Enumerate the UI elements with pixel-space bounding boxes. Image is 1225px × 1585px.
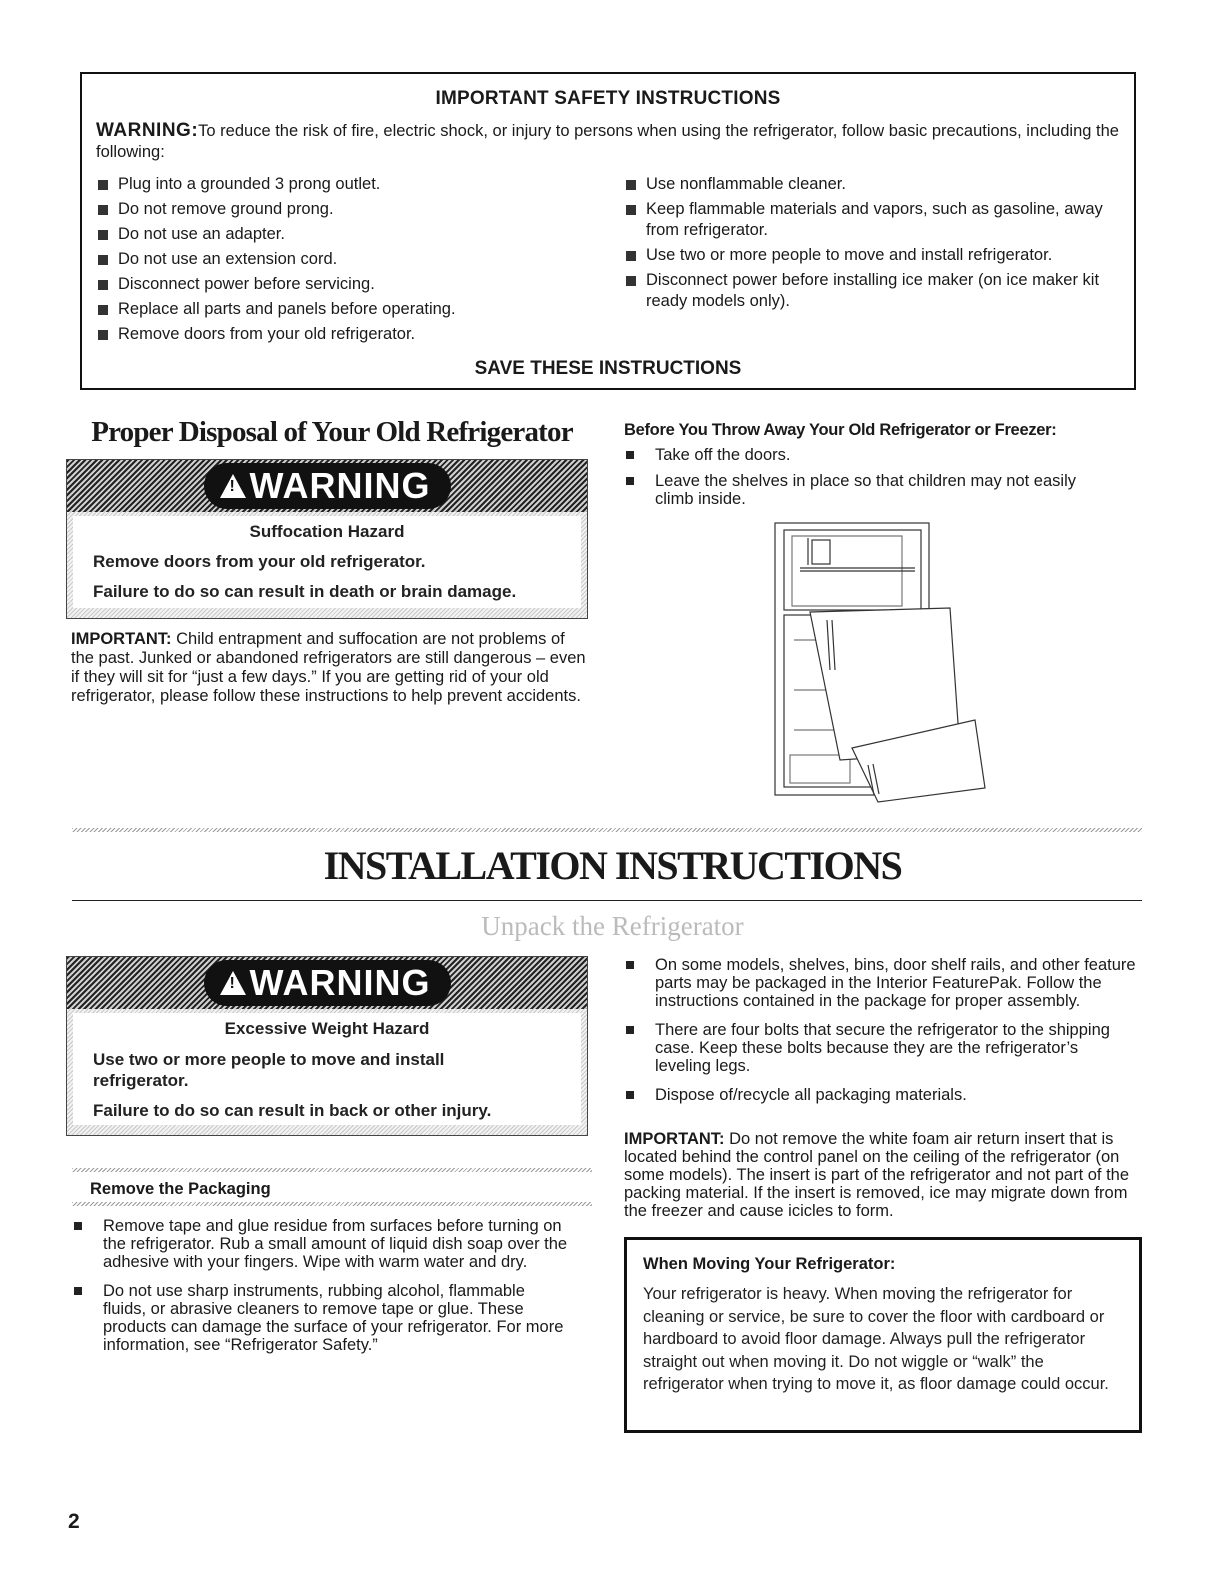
warning-body <box>73 1013 581 1125</box>
list-item: Use nonflammable cleaner. <box>624 174 1124 195</box>
warning-banner-text: WARNING <box>249 465 431 506</box>
safety-warning-text <box>96 120 1120 163</box>
square-bullet-icon <box>626 961 634 969</box>
moving-text: Your refrigerator is heavy. When moving the refrigerator for cleaning or service, be sure to cover the floor with cardboard or hardboard to avoid floor damage. Always pull the refrigerator straight out when moving it. Do not wiggle or “walk” the refrigerator when trying to move it, as floor damage could occur. <box>643 1285 1109 1393</box>
remove-packaging-heading: Remove the Packaging <box>90 1180 271 1198</box>
square-bullet-icon <box>626 477 634 485</box>
list-item: Disconnect power before installing ice maker (on ice maker kit ready models only). <box>624 270 1124 312</box>
square-bullet-icon <box>626 1091 634 1099</box>
square-bullet-icon <box>98 280 108 290</box>
square-bullet-icon <box>626 276 636 286</box>
list-item: Plug into a grounded 3 prong outlet. <box>96 174 596 195</box>
hazard-title: Excessive Weight Hazard <box>224 1019 430 1038</box>
important-label: IMPORTANT: <box>624 1130 725 1148</box>
square-bullet-icon <box>98 205 108 215</box>
page-number: 2 <box>68 1510 80 1533</box>
warning-triangle-icon: ! <box>220 971 246 995</box>
warning-triangle-icon: ! <box>220 474 246 498</box>
warning-body <box>73 516 581 608</box>
list-item: Take off the doors. <box>624 446 1114 464</box>
disposal-important-paragraph <box>71 630 591 706</box>
warning-text: To reduce the risk of fire, electric shock, or injury to persons when using the refrigerator, follow basic precautions, including the following: <box>96 122 1119 161</box>
square-bullet-icon <box>626 451 634 459</box>
safety-instructions-box <box>80 72 1136 390</box>
square-bullet-icon <box>98 230 108 240</box>
list-item: Do not use an adapter. <box>96 224 596 245</box>
warning-pill <box>204 463 451 509</box>
list-item: Remove doors from your old refrigerator. <box>96 324 596 345</box>
warning-banner <box>67 957 587 1009</box>
packaging-list <box>72 1217 572 1365</box>
square-bullet-icon <box>626 180 636 190</box>
safety-title: IMPORTANT SAFETY INSTRUCTIONS <box>435 88 781 109</box>
important-text: Child entrapment and suffocation are not problems of the past. Junked or abandoned refrigerators are still dangerous – even if they will sit for “just a few days.” If you are getting rid of your old refrigerator, please follow these instructions to help prevent accidents. <box>71 630 586 705</box>
safety-list-right <box>624 174 1124 316</box>
subsection-rule <box>72 1202 592 1206</box>
moving-heading: When Moving Your Refrigerator: <box>643 1255 896 1273</box>
list-item: Do not remove ground prong. <box>96 199 596 220</box>
list-item: There are four bolts that secure the refrigerator to the shipping case. Keep these bolts because they are the refrigerator’s leveling legs. <box>624 1021 1136 1075</box>
section-divider <box>72 828 1142 832</box>
important-text: Do not remove the white foam air return insert that is located behind the control panel on the ceiling of the refrigerator (on some models). The insert is part of the refrigerator and not part of the packing material. If the insert is removed, ice may migrate down from the freezer and cause icicles to form. <box>624 1130 1130 1220</box>
list-item: Leave the shelves in place so that children may not easily climb inside. <box>624 472 1114 508</box>
square-bullet-icon <box>74 1222 82 1230</box>
subsection-rule <box>72 1168 592 1172</box>
square-bullet-icon <box>98 255 108 265</box>
refrigerator-doors-removed-illustration <box>770 520 990 805</box>
before-throw-list <box>624 446 1114 519</box>
warning-banner <box>67 460 587 512</box>
safety-list-left <box>96 174 596 349</box>
title-rule <box>72 900 1142 901</box>
suffocation-warning-box <box>66 459 588 619</box>
list-item: Remove tape and glue residue from surfaces before turning on the refrigerator. Rub a small amount of liquid dish soap over the adhesive with your fingers. Wipe with warm water and dry. <box>72 1217 572 1271</box>
list-item: Use two or more people to move and install refrigerator. <box>624 245 1124 266</box>
save-instructions-title: SAVE THESE INSTRUCTIONS <box>474 358 742 379</box>
list-item: Do not use sharp instruments, rubbing alcohol, flammable fluids, or abrasive cleaners to remove tape or glue. These products can damage the surface of your refrigerator. For more information, see “Refrigerator Safety.” <box>72 1282 572 1354</box>
important-label: IMPORTANT: <box>71 630 172 648</box>
square-bullet-icon <box>98 305 108 315</box>
square-bullet-icon <box>74 1287 82 1295</box>
warning-line: Failure to do so can result in back or other injury. <box>93 1101 492 1120</box>
weight-warning-box <box>66 956 588 1136</box>
warning-line: Use two or more people to move and install refrigerator. <box>93 1050 445 1090</box>
before-throw-heading: Before You Throw Away Your Old Refrigerator or Freezer: <box>624 421 1057 439</box>
warning-line: Failure to do so can result in death or brain damage. <box>93 582 517 601</box>
square-bullet-icon <box>626 251 636 261</box>
list-item: Dispose of/recycle all packaging materials. <box>624 1086 1136 1104</box>
disposal-heading: Proper Disposal of Your Old Refrigerator <box>91 416 573 448</box>
list-item: Keep flammable materials and vapors, such as gasoline, away from refrigerator. <box>624 199 1124 241</box>
warning-label: WARNING: <box>96 120 199 141</box>
unpack-list <box>624 956 1136 1115</box>
list-item: On some models, shelves, bins, door shelf rails, and other feature parts may be packaged in the Interior FeaturePak. Follow the instructions contained in the package for proper assembly. <box>624 956 1136 1010</box>
square-bullet-icon <box>626 1026 634 1034</box>
installation-title: INSTALLATION INSTRUCTIONS <box>323 843 902 888</box>
square-bullet-icon <box>98 330 108 340</box>
unpack-important-paragraph <box>624 1130 1142 1220</box>
list-item: Replace all parts and panels before operating. <box>96 299 596 320</box>
list-item: Do not use an extension cord. <box>96 249 596 270</box>
square-bullet-icon <box>626 205 636 215</box>
list-item: Disconnect power before servicing. <box>96 274 596 295</box>
square-bullet-icon <box>98 180 108 190</box>
hazard-title: Suffocation Hazard <box>249 522 405 541</box>
warning-line: Remove doors from your old refrigerator. <box>93 552 426 571</box>
unpack-heading: Unpack the Refrigerator <box>481 911 744 941</box>
warning-banner-text: WARNING <box>249 962 431 1003</box>
moving-refrigerator-box <box>624 1237 1142 1433</box>
warning-pill <box>204 960 451 1006</box>
